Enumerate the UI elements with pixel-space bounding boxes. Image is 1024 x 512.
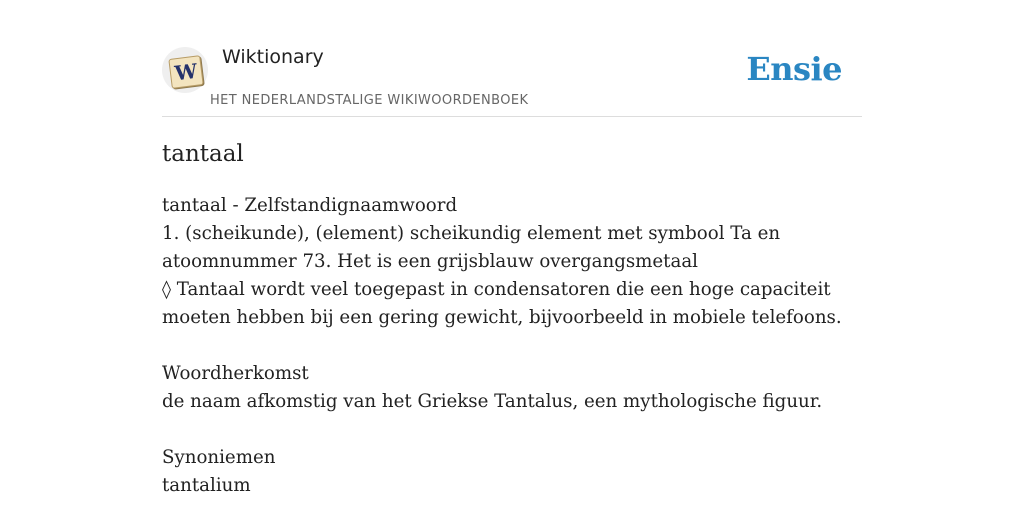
etymology-heading: Woordherkomst	[162, 363, 309, 384]
site-tagline: HET NEDERLANDSTALIGE WIKIWOORDENBOEK	[210, 93, 529, 108]
site-header	[162, 0, 862, 117]
logo-tile	[168, 55, 203, 89]
example-line-1: ◊ Tantaal wordt veel toegepast in condensatoren die een hoge capaciteit	[162, 279, 831, 300]
logo-letter: W	[173, 58, 199, 86]
site-name[interactable]: Wiktionary	[222, 46, 324, 68]
page-title: tantaal	[162, 141, 244, 167]
entry-heading: tantaal - Zelfstandignaamwoord	[162, 195, 458, 216]
definition-line-2: atoomnummer 73. Het is een grijsblauw overgangsmetaal	[162, 251, 698, 272]
ensie-brand-logo[interactable]: Ensie	[746, 50, 842, 88]
synonyms-text: tantalium	[162, 475, 251, 496]
blank-line	[162, 332, 862, 360]
definition-line-1: 1. (scheikunde), (element) scheikundig element met symbool Ta en	[162, 223, 781, 244]
blank-line	[162, 416, 862, 444]
page-container	[162, 0, 862, 496]
etymology-text: de naam afkomstig van het Griekse Tantalus, een mythologische figuur.	[162, 391, 823, 412]
entry-body	[162, 192, 862, 500]
synonyms-heading: Synoniemen	[162, 447, 276, 468]
wiktionary-logo-icon[interactable]	[162, 47, 208, 93]
example-line-2: moeten hebben bij een gering gewicht, bijvoorbeeld in mobiele telefoons.	[162, 307, 842, 328]
